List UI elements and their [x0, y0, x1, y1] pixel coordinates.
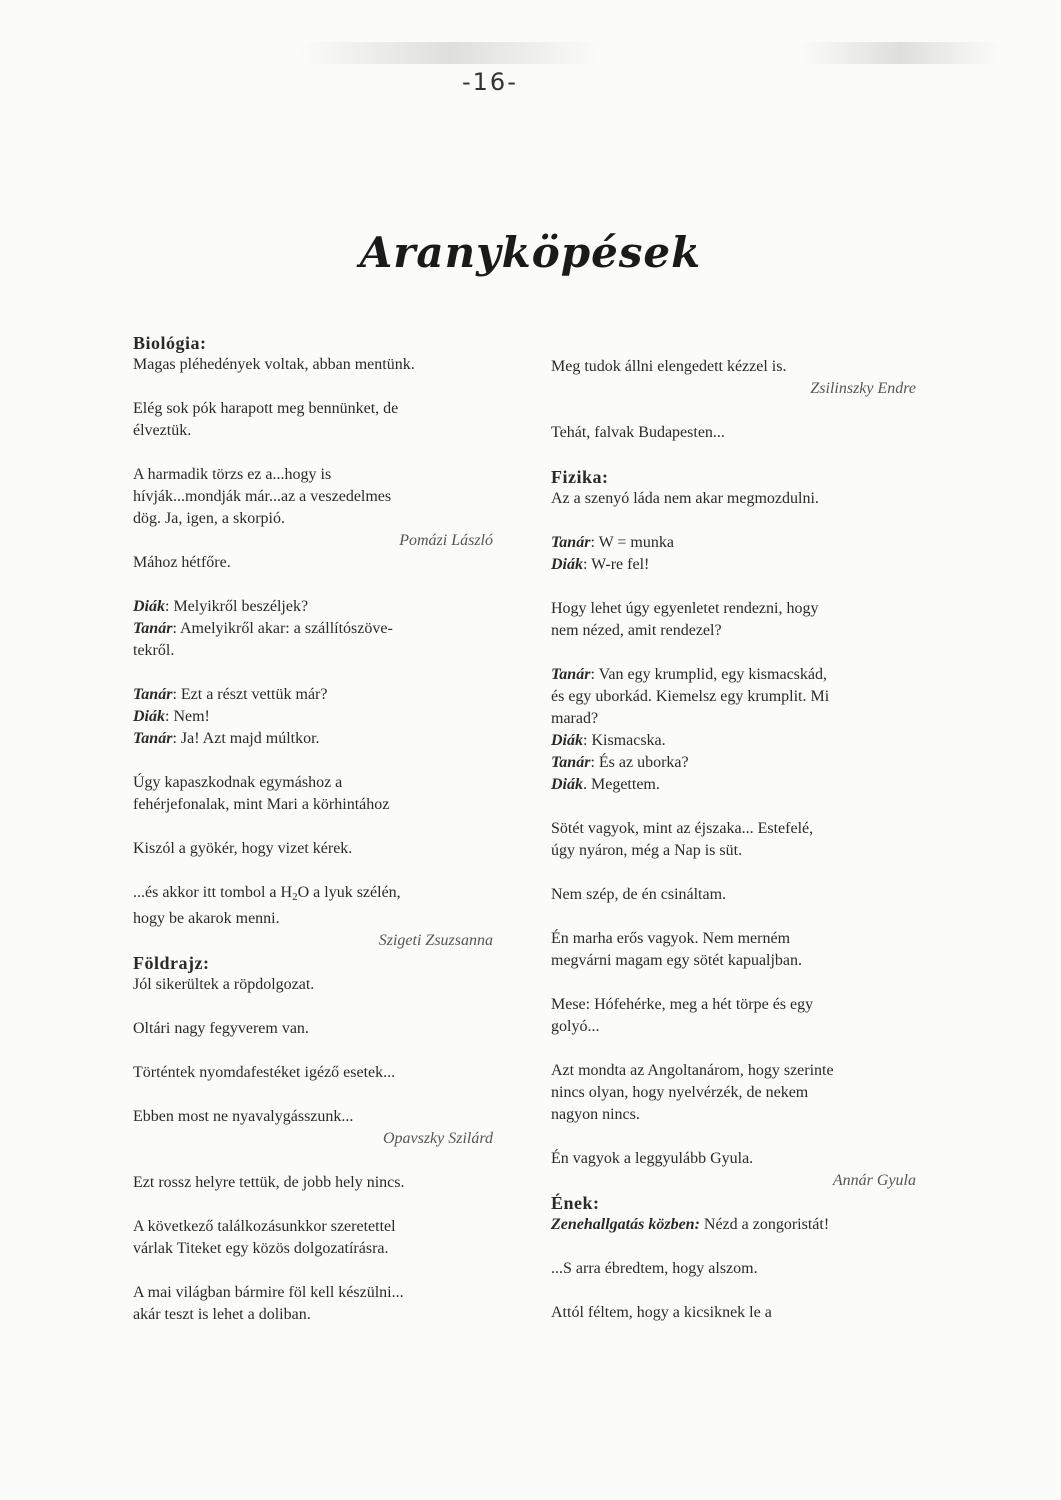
quote-entry	[551, 994, 916, 1038]
quote-line: Én vagyok a leggyulább Gyula.	[551, 1150, 754, 1167]
speaker-label: Diák	[133, 598, 165, 615]
quote-line: hívják...mondják már...az a veszedelmes	[133, 488, 392, 505]
speaker-label: Zenehallgatás közben:	[551, 1216, 700, 1233]
dialogue-text: : Nem!	[165, 708, 210, 725]
quote-text: Nézd a zongoristát!	[699, 1216, 830, 1233]
dialogue-text: . Megettem.	[583, 776, 660, 793]
quote-line: élveztük.	[133, 422, 192, 439]
quote-line	[551, 1214, 916, 1236]
page-number: -16-	[462, 68, 518, 96]
dialogue-text: marad?	[551, 710, 599, 727]
left-column	[133, 332, 493, 1348]
quote-entry	[133, 1018, 493, 1040]
quote-line: A harmadik törzs ez a...hogy is	[133, 466, 332, 483]
speaker-label: Tanár	[551, 666, 591, 683]
quote-entry	[133, 464, 493, 552]
quote-line: Meg tudok állni elengedett kézzel is.	[551, 358, 787, 375]
quote-line: ...S arra ébredtem, hogy alszom.	[551, 1260, 758, 1277]
dialogue-line	[551, 532, 916, 554]
quote-line: Hogy lehet úgy egyenletet rendezni, hogy	[551, 600, 819, 617]
speaker-label: Diák	[551, 732, 583, 749]
quote-entry	[133, 1172, 493, 1194]
dialogue-text: és egy uborkád. Kiemelsz egy krumplit. Mi	[551, 688, 830, 705]
quote-entry	[133, 354, 493, 376]
quote-line: akár teszt is lehet a doliban.	[133, 1306, 311, 1323]
speaker-label: Tanár	[133, 620, 173, 637]
quote-line: Attól féltem, hogy a kicsiknek le a	[551, 1304, 772, 1321]
quote-entry	[133, 398, 493, 442]
quote-line: dög. Ja, igen, a skorpió.	[133, 510, 285, 527]
quote-text: O a lyuk szélén,	[297, 884, 401, 901]
quote-line: Azt mondta az Angoltanárom, hogy szerinte	[551, 1062, 834, 1079]
quote-line	[133, 882, 493, 908]
dialogue-line	[551, 774, 916, 796]
quote-line: Én marha erős vagyok. Nem merném	[551, 930, 791, 947]
dialogue-text: : Amelyikről akar: a szállítószöve-	[172, 620, 393, 637]
quote-entry	[551, 1258, 916, 1280]
quote-author: Annár Gyula	[832, 1172, 916, 1189]
right-column	[551, 356, 916, 1346]
dialogue-line	[551, 752, 916, 774]
quote-entry	[133, 552, 493, 574]
quote-line: Történtek nyomdafestéket igéző esetek...	[133, 1064, 396, 1081]
quote-line: Mához hétfőre.	[133, 554, 231, 571]
quote-line: úgy nyáron, még a Nap is süt.	[551, 842, 743, 859]
section-heading-foldrajz: Földrajz:	[133, 953, 210, 973]
quote-line: golyó...	[551, 1018, 600, 1035]
dialogue-line	[133, 706, 493, 728]
dialogue-entry	[133, 684, 493, 750]
quote-author: Pomázi László	[399, 532, 493, 549]
quote-line: A mai világban bármire föl kell készülni...	[133, 1284, 404, 1301]
dialogue-text: : És az uborka?	[590, 754, 689, 771]
quote-entry	[133, 772, 493, 816]
quote-line: Ezt rossz helyre tettük, de jobb hely nincs.	[133, 1174, 405, 1191]
subscript: 2	[292, 891, 298, 903]
quote-line: Oltári nagy fegyverem van.	[133, 1020, 309, 1037]
quote-entry	[133, 882, 493, 952]
section-heading-enek: Ének:	[551, 1193, 600, 1213]
quote-entry	[551, 818, 916, 862]
speaker-label: Tanár	[133, 686, 173, 703]
dialogue-line	[133, 728, 493, 750]
dialogue-line	[133, 618, 493, 640]
quote-line: Mese: Hófehérke, meg a hét törpe és egy	[551, 996, 814, 1013]
quote-line: Elég sok pók harapott meg bennünket, de	[133, 400, 399, 417]
speaker-label: Tanár	[551, 534, 591, 551]
quote-line: Az a szenyó láda nem akar megmozdulni.	[551, 490, 819, 507]
dialogue-line	[551, 686, 916, 708]
quote-line: Tehát, falvak Budapesten...	[551, 424, 725, 441]
dialogue-text: : W-re fel!	[583, 556, 650, 573]
quote-author: Szigeti Zsuzsanna	[378, 932, 493, 949]
dialogue-text: : Van egy krumplid, egy kismacskád,	[590, 666, 827, 683]
dialogue-text: : Kismacska.	[583, 732, 666, 749]
quote-entry	[551, 1060, 916, 1126]
quote-entry	[133, 838, 493, 860]
quote-author: Opavszky Szilárd	[382, 1130, 493, 1147]
speaker-label: Tanár	[133, 730, 173, 747]
scan-smudge	[800, 42, 1000, 64]
quote-entry	[133, 1062, 493, 1084]
quote-line: Magas pléhedények voltak, abban mentünk.	[133, 356, 415, 373]
dialogue-text: : Ezt a részt vettük már?	[172, 686, 328, 703]
quote-line: A következő találkozásunkkor szeretettel	[133, 1218, 396, 1235]
quote-line: Jól sikerültek a röpdolgozat.	[133, 976, 315, 993]
quote-text: ...és akkor itt tombol a H	[133, 884, 293, 901]
quote-entry	[551, 1302, 916, 1324]
dialogue-text: tekről.	[133, 642, 175, 659]
quote-entry	[133, 1106, 493, 1150]
quote-entry	[133, 974, 493, 996]
dialogue-line	[551, 664, 916, 686]
quote-line: fehérjefonalak, mint Mari a körhintához	[133, 796, 390, 813]
dialogue-text: : W = munka	[590, 534, 674, 551]
scan-smudge	[300, 42, 600, 64]
dialogue-line	[551, 730, 916, 752]
quote-entry	[551, 1214, 916, 1236]
page-title: Aranyköpések	[359, 228, 702, 277]
speaker-label: Diák	[551, 556, 583, 573]
quote-author: Zsilinszky Endre	[810, 380, 916, 397]
quote-entry	[133, 1216, 493, 1260]
dialogue-line	[133, 684, 493, 706]
quote-line: megvárni magam egy sötét kapualjban.	[551, 952, 803, 969]
quote-line: várlak Titeket egy közös dolgozatírásra.	[133, 1240, 389, 1257]
speaker-label: Diák	[551, 776, 583, 793]
dialogue-line	[551, 708, 916, 730]
quote-line: Ebben most ne nyavalygásszunk...	[133, 1108, 354, 1125]
quote-entry	[551, 1148, 916, 1192]
quote-line: hogy be akarok menni.	[133, 910, 280, 927]
quote-entry	[551, 488, 916, 510]
dialogue-line	[133, 596, 493, 618]
dialogue-entry	[133, 596, 493, 662]
quote-line: Nem szép, de én csináltam.	[551, 886, 727, 903]
dialogue-text: : Ja! Azt majd múltkor.	[172, 730, 320, 747]
quote-line: Úgy kapaszkodnak egymáshoz a	[133, 774, 343, 791]
speaker-label: Diák	[133, 708, 165, 725]
section-heading-biologia: Biológia:	[133, 333, 207, 353]
quote-entry	[551, 884, 916, 906]
quote-entry	[551, 356, 916, 400]
quote-entry	[551, 928, 916, 972]
quote-line: nem nézed, amit rendezel?	[551, 622, 722, 639]
quote-entry	[551, 422, 916, 444]
dialogue-line	[133, 640, 493, 662]
quote-line: Sötét vagyok, mint az éjszaka... Estefelé,	[551, 820, 814, 837]
section-heading-fizika: Fizika:	[551, 467, 609, 487]
quote-line: nincs olyan, hogy nyelvérzék, de nekem	[551, 1084, 809, 1101]
quote-entry	[551, 598, 916, 642]
quote-entry	[133, 1282, 493, 1326]
dialogue-text: : Melyikről beszéljek?	[165, 598, 309, 615]
dialogue-entry	[551, 532, 916, 576]
quote-line: Kiszól a gyökér, hogy vizet kérek.	[133, 840, 353, 857]
speaker-label: Tanár	[551, 754, 591, 771]
dialogue-entry	[551, 664, 916, 796]
quote-line: nagyon nincs.	[551, 1106, 640, 1123]
dialogue-line	[551, 554, 916, 576]
